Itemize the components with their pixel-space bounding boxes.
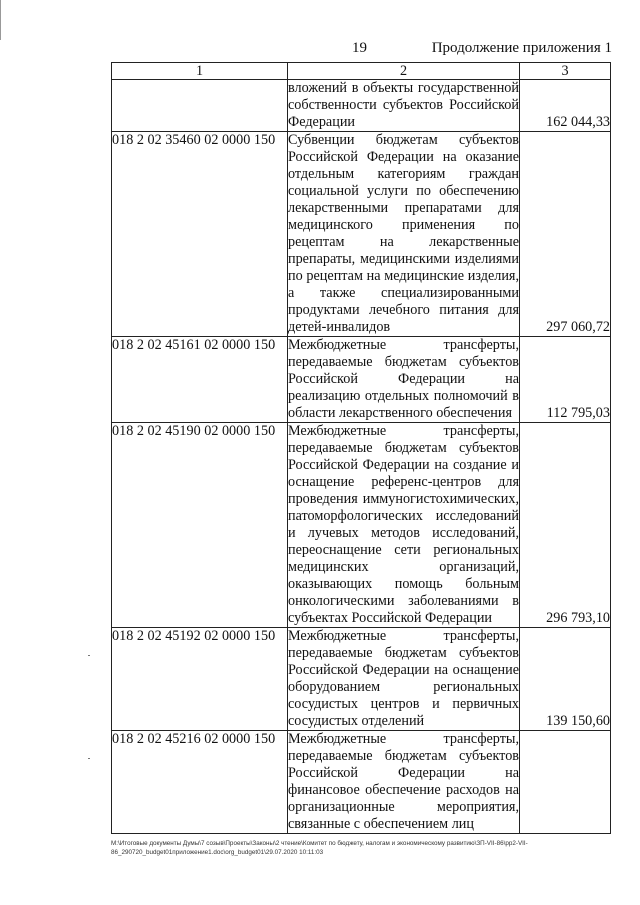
budget-amount: 296 793,10: [520, 423, 611, 628]
budget-code: [112, 80, 288, 132]
budget-code: 018 2 02 35460 02 0000 150: [112, 132, 288, 337]
column-header-description: 2: [288, 63, 520, 80]
table-row: [112, 628, 611, 731]
page-number: 19: [352, 40, 367, 56]
document-path-footer: М:\Итоговые документы Думы\7 созыв\Проекты\Законы\2 чтение\Комитет по бюджету, налогам и экономическому развитию\ЗП-VII-86\pp2-VII-86_290720_budget01приложение1.doc\org_budget01\29.07.2020 10:11:03: [111, 840, 528, 856]
budget-code: 018 2 02 45192 02 0000 150: [112, 628, 288, 731]
budget-code: 018 2 02 45161 02 0000 150: [112, 337, 288, 423]
budget-amount: 112 795,03: [520, 337, 611, 423]
table-row: [112, 423, 611, 628]
budget-description: вложений в объекты государственной собственности субъектов Российской Федерации: [288, 80, 519, 130]
column-header-amount: 3: [520, 63, 611, 80]
margin-dot: [88, 655, 90, 656]
budget-table: [111, 62, 611, 834]
budget-code: 018 2 02 45216 02 0000 150: [112, 731, 288, 834]
budget-amount: 297 060,72: [520, 132, 611, 337]
budget-description: Межбюджетные трансферты, передаваемые бюджетам субъектов Российской Федерации на реализацию отдельных полномочий в области лекарственного обеспечения: [288, 337, 519, 421]
budget-code: 018 2 02 45190 02 0000 150: [112, 423, 288, 628]
continuation-title: Продолжение приложения 1: [431, 40, 612, 56]
budget-amount: [520, 731, 611, 834]
page-header: [0, 40, 640, 62]
left-margin-mark: [0, 0, 1, 40]
column-header-code: 1: [112, 63, 288, 80]
table-header-row: [112, 63, 611, 80]
budget-amount: 162 044,33: [520, 80, 611, 132]
budget-description: Межбюджетные трансферты, передаваемые бюджетам субъектов Российской Федерации на создание и оснащение референс-центров для проведения иммуногистохимических, патоморфологических исследований и лучевых методов исследований, переоснащение сети региональных медицинских организаций, оказывающих помощь больным онкологическими заболеваниями в субъектах Российской Федерации: [288, 423, 519, 626]
table-row: [112, 80, 611, 132]
margin-dot: [88, 758, 90, 759]
budget-description: Субвенции бюджетам субъектов Российской Федерации на оказание отдельным категориям граждан социальной услуги по обеспечению лекарственными препаратами для медицинского применения по рецептам на лекарственные препараты, медицинскими изделиями по рецептам на медицинские изделия, а также специализированными продуктами лечебного питания для детей-инвалидов: [288, 132, 519, 335]
table-row: [112, 731, 611, 834]
budget-amount: 139 150,60: [520, 628, 611, 731]
table-row: [112, 337, 611, 423]
budget-description: Межбюджетные трансферты, передаваемые бюджетам субъектов Российской Федерации на оснащение оборудованием региональных сосудистых центров и первичных сосудистых отделений: [288, 628, 519, 729]
table-row: [112, 132, 611, 337]
budget-description: Межбюджетные трансферты, передаваемые бюджетам субъектов Российской Федерации на финансовое обеспечение расходов на организационные мероприятия, связанные с обеспечением лиц: [288, 731, 519, 832]
